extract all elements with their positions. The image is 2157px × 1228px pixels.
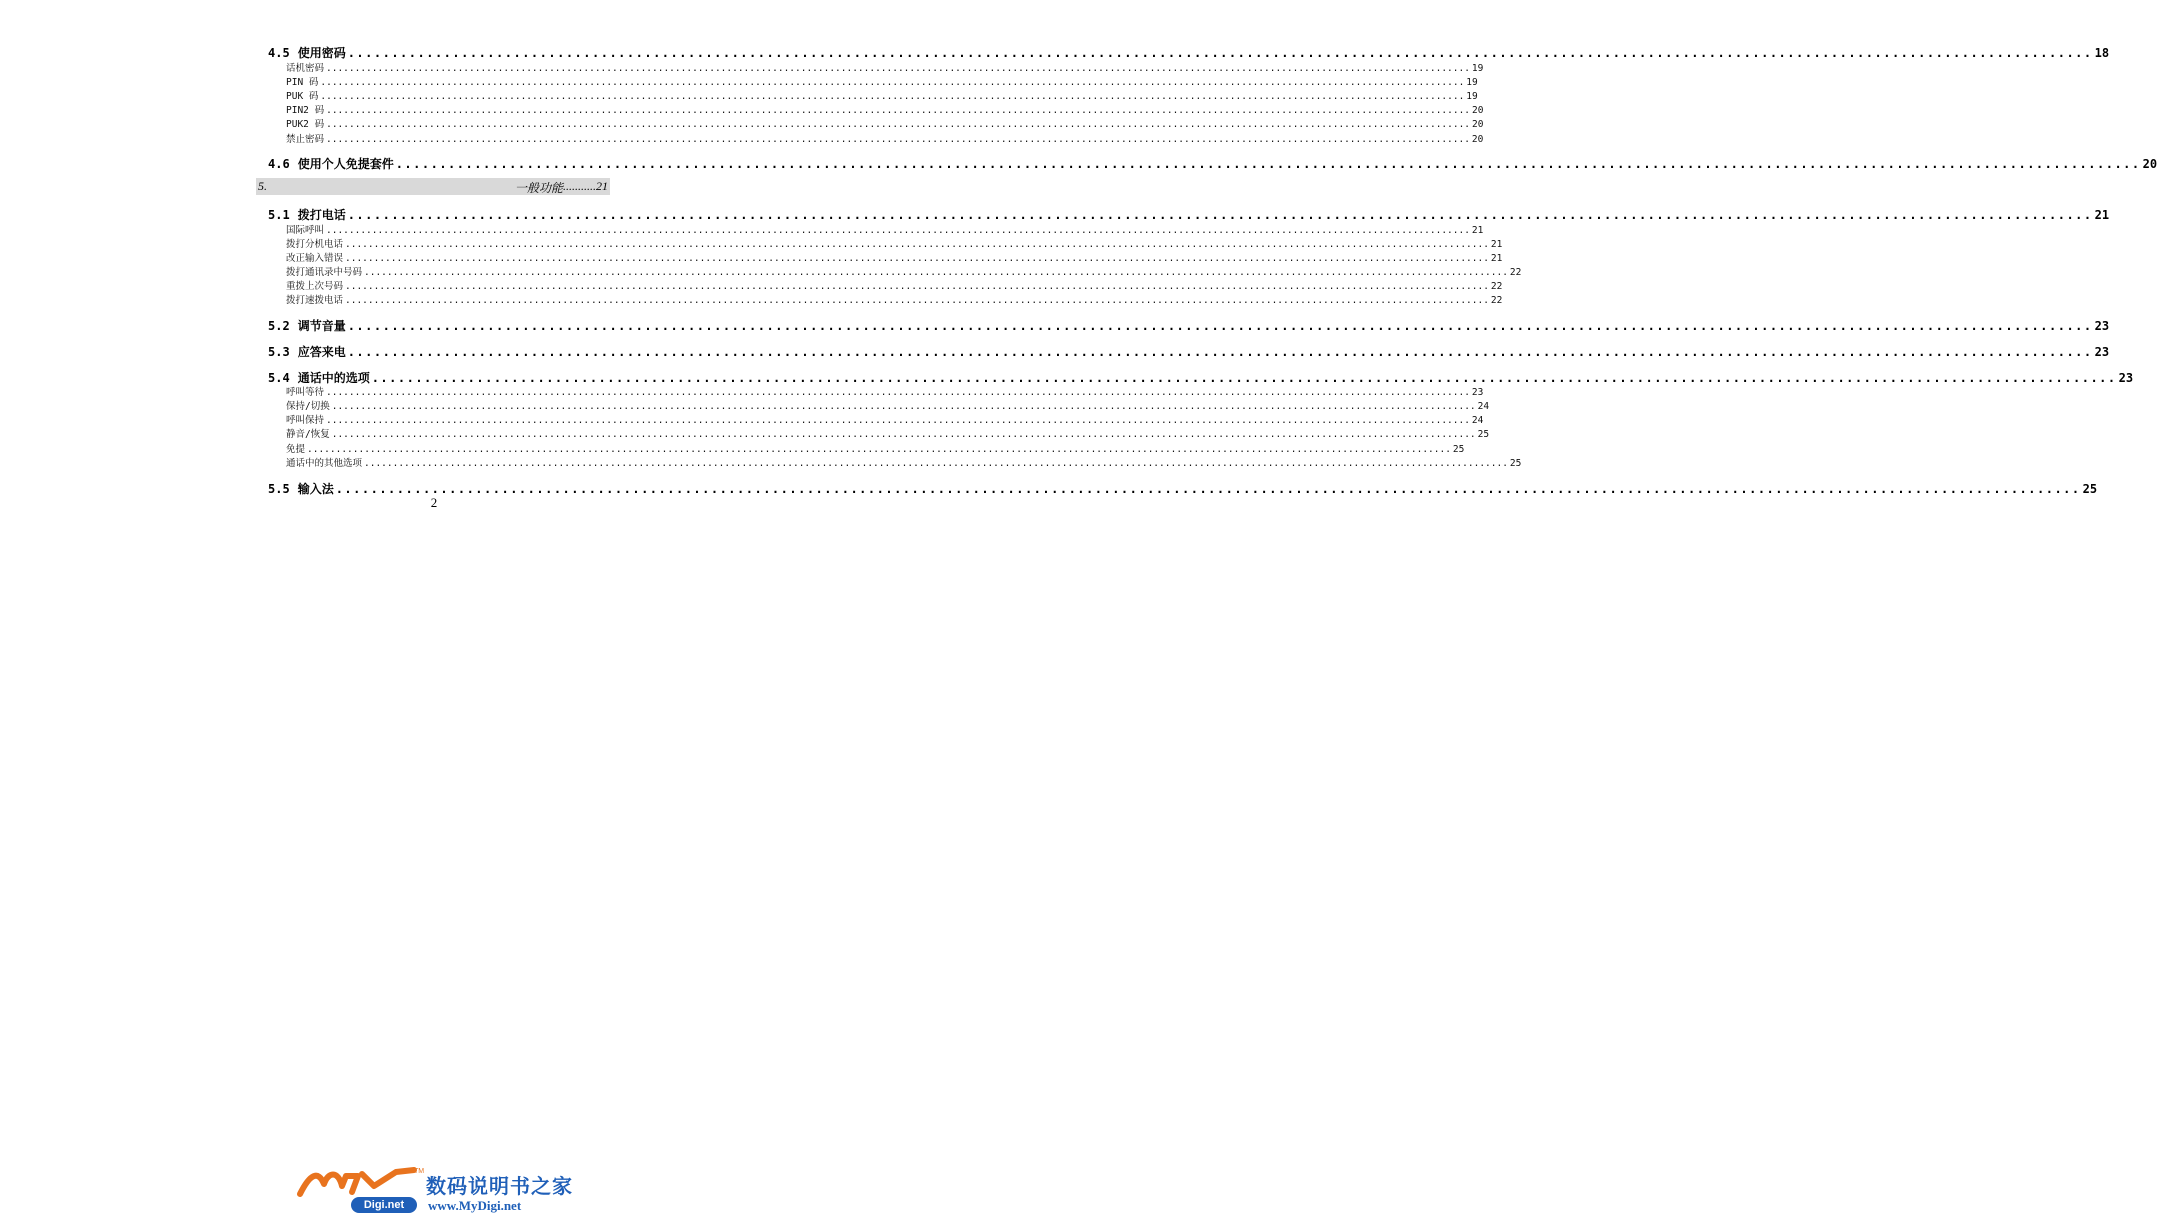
toc-entry-page: 25: [1509, 458, 1522, 469]
chapter-heading-bar: [256, 178, 610, 195]
toc-leader-dots: ........................................................................................................................................................................................................: [395, 157, 2141, 171]
toc-subentry: [286, 278, 1503, 292]
toc-entry-page: 21: [2094, 208, 2110, 222]
toc-entry-text: PIN 码: [286, 77, 319, 88]
toc-section-entry: [268, 155, 2157, 172]
chapter-number: 5.: [258, 179, 267, 193]
toc-entry-number: 5.2: [268, 319, 290, 333]
toc-entry-title: [286, 88, 318, 102]
toc-leader-dots: ........................................................................................................................................................................................................: [345, 253, 1489, 264]
toc-subentry: [286, 236, 1503, 250]
toc-subentry: [286, 455, 1522, 469]
toc-leader-dots: ........................................................................................................................................................................................................: [326, 105, 1471, 116]
toc-entry-title: [286, 74, 318, 88]
trademark-mark: TM: [414, 1168, 425, 1175]
toc-entry-title: [286, 264, 362, 278]
toc-entry-number: 5.4: [268, 371, 290, 385]
chapter-dots: ...........: [563, 179, 596, 193]
toc-subentry: [286, 222, 1484, 236]
toc-entry-text: 通话中的选项: [297, 371, 370, 385]
toc-entry-page: 21: [1490, 253, 1503, 264]
toc-subentry: [286, 264, 1522, 278]
toc-entry-text: PUK2 码: [286, 119, 325, 130]
chapter-title: 一般功能: [514, 181, 563, 195]
toc-leader-dots: ........................................................................................................................................................................................................: [326, 415, 1470, 426]
toc-entry-page: 18: [2094, 46, 2110, 60]
toc-leader-dots: ........................................................................................................................................................................................................: [326, 387, 1470, 398]
toc-leader-dots: ........................................................................................................................................................................................................: [345, 295, 1489, 306]
toc-entry-text: 调节音量: [297, 319, 346, 333]
toc-entry-text: 拨打电话: [297, 208, 346, 222]
digi-net-badge: Digi.net: [351, 1197, 417, 1213]
toc-section-entry: [268, 317, 2110, 334]
toc-entry-page: 24: [1477, 401, 1490, 412]
toc-leader-dots: ........................................................................................................................................................................................................: [331, 429, 1476, 440]
toc-entry-page: 22: [1490, 281, 1503, 292]
toc-entry-title: [286, 250, 343, 264]
chapter-page: 21: [596, 179, 608, 193]
toc-entry-page: 20: [1472, 119, 1484, 130]
toc-entry-text: 禁止密码: [286, 134, 325, 145]
toc-entry-page: 25: [1452, 444, 1465, 455]
toc-entry-text: 应答来电: [297, 345, 346, 359]
toc-entry-title: [286, 236, 343, 250]
toc-subentry: [286, 131, 1484, 145]
toc-entry-text: 话机密码: [286, 63, 325, 74]
toc-entry-title: [286, 131, 324, 145]
toc-entry-text: 国际呼叫: [286, 225, 325, 236]
toc-entry-page: 25: [1477, 429, 1490, 440]
toc-leader-dots: ........................................................................................................................................................................................................: [320, 77, 1465, 88]
toc-entry-page: 25: [2082, 482, 2098, 496]
toc-subentry: [286, 250, 1503, 264]
toc-subentry: [286, 102, 1484, 116]
toc-entry-text: 使用密码: [297, 46, 346, 60]
toc-subentry: [286, 426, 1490, 440]
my-logo-icon: [296, 1166, 426, 1198]
toc-leader-dots: ........................................................................................................................................................................................................: [347, 208, 2093, 222]
toc-leader-dots: ........................................................................................................................................................................................................: [326, 63, 1470, 74]
toc-entry-text: 拨打通讯录中号码: [286, 267, 363, 278]
page-number: 2: [430, 495, 438, 510]
toc-entry-text: 免提: [286, 444, 306, 455]
toc-entry-title: [286, 412, 324, 426]
toc-leader-dots: ........................................................................................................................................................................................................: [347, 46, 2093, 60]
toc-entry-text: 输入法: [297, 482, 334, 496]
toc-entry-title: [286, 60, 324, 74]
toc-entry-text: 拨打分机电话: [286, 239, 344, 250]
toc-leader-dots: ........................................................................................................................................................................................................: [320, 91, 1465, 102]
toc-entry-page: 20: [1472, 105, 1484, 116]
toc-subentry: [286, 292, 1503, 306]
toc-subentry: [286, 116, 1484, 130]
toc-leader-dots: ........................................................................................................................................................................................................: [307, 444, 1451, 455]
toc-section-entry: [268, 206, 2110, 223]
toc-entry-page: 24: [1471, 415, 1484, 426]
toc-entry-page: 23: [2094, 319, 2110, 333]
toc-entry-number: 4.5: [268, 46, 290, 60]
toc-entry-title: [268, 317, 346, 334]
toc-entry-text: 拨打速拨电话: [286, 295, 344, 306]
toc-leader-dots: ........................................................................................................................................................................................................: [326, 225, 1470, 236]
toc-entry-text: 静音/恢复: [286, 429, 330, 440]
toc-entry-title: [286, 116, 324, 130]
toc-entry-page: 20: [1471, 134, 1484, 145]
toc-entry-page: 22: [1490, 295, 1503, 306]
toc-subentry: [286, 60, 1484, 74]
toc-entry-title: [268, 155, 394, 172]
toc-entry-title: [286, 292, 343, 306]
toc-entry-text: 重拨上次号码: [286, 281, 344, 292]
toc-entry-title: [286, 455, 362, 469]
toc-leader-dots: ........................................................................................................................................................................................................: [326, 119, 1471, 130]
toc-subentry: [286, 441, 1465, 455]
toc-entry-page: 23: [1471, 387, 1484, 398]
toc-subentry: [286, 74, 1478, 88]
toc-entry-title: [268, 44, 346, 61]
toc-leader-dots: ........................................................................................................................................................................................................: [364, 267, 1508, 278]
toc-subentry: [286, 398, 1490, 412]
brand-name-cn: 数码说明书之家: [426, 1176, 573, 1198]
table-of-contents: [0, 0, 2157, 520]
toc-entry-title: [268, 343, 346, 360]
toc-entry-title: [286, 441, 305, 455]
toc-entry-title: [268, 206, 346, 223]
toc-leader-dots: ........................................................................................................................................................................................................: [331, 401, 1476, 412]
toc-entry-page: 19: [1471, 63, 1484, 74]
toc-leader-dots: ........................................................................................................................................................................................................: [335, 482, 2081, 496]
toc-entry-title: [286, 384, 324, 398]
toc-entry-number: 4.6: [268, 157, 290, 171]
brand-url: www.MyDigi.net: [428, 1198, 522, 1213]
toc-entry-text: 保持/切换: [286, 401, 330, 412]
toc-entry-title: [286, 426, 330, 440]
toc-leader-dots: ........................................................................................................................................................................................................: [364, 458, 1508, 469]
toc-entry-page: 19: [1466, 77, 1478, 88]
toc-entry-page: 22: [1509, 267, 1522, 278]
toc-entry-number: 5.1: [268, 208, 290, 222]
toc-entry-number: 5.5: [268, 482, 290, 496]
toc-entry-page: 21: [1471, 225, 1484, 236]
toc-leader-dots: ........................................................................................................................................................................................................: [326, 134, 1470, 145]
toc-section-entry: [268, 343, 2110, 360]
footer-logo: [296, 1166, 576, 1216]
toc-entry-text: 呼叫保持: [286, 415, 325, 426]
toc-leader-dots: ........................................................................................................................................................................................................: [345, 281, 1489, 292]
toc-entry-page: 20: [2142, 157, 2157, 171]
toc-subentry: [286, 412, 1484, 426]
toc-leader-dots: ........................................................................................................................................................................................................: [347, 345, 2093, 359]
toc-entry-text: 通话中的其他选项: [286, 458, 363, 469]
toc-entry-title: [286, 398, 330, 412]
toc-entry-text: 呼叫等待: [286, 387, 325, 398]
toc-entry-title: [286, 278, 343, 292]
toc-entry-page: 23: [2094, 345, 2110, 359]
toc-entry-page: 23: [2118, 371, 2134, 385]
toc-subentry: [286, 88, 1478, 102]
toc-section-entry: [268, 44, 2110, 61]
toc-leader-dots: ........................................................................................................................................................................................................: [371, 371, 2117, 385]
toc-entry-title: [286, 102, 324, 116]
toc-entry-page: 19: [1466, 91, 1478, 102]
toc-leader-dots: ........................................................................................................................................................................................................: [347, 319, 2093, 333]
toc-entry-text: 使用个人免提套件: [297, 157, 394, 171]
toc-entry-text: PIN2 码: [286, 105, 325, 116]
toc-entry-number: 5.3: [268, 345, 290, 359]
toc-entry-text: PUK 码: [286, 91, 319, 102]
toc-entry-page: 21: [1490, 239, 1503, 250]
toc-leader-dots: ........................................................................................................................................................................................................: [345, 239, 1489, 250]
toc-subentry: [286, 384, 1484, 398]
toc-entry-title: [286, 222, 324, 236]
toc-entry-text: 改正输入错误: [286, 253, 344, 264]
